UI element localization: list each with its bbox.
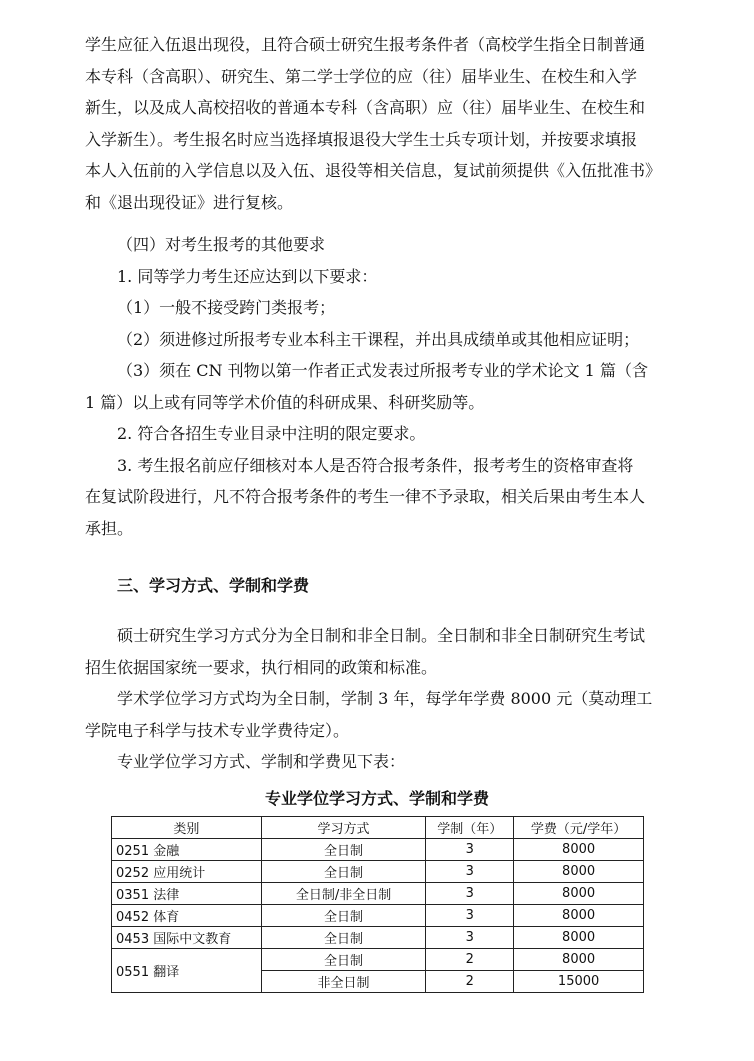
header-fee: 学费（元/学年）: [514, 817, 644, 839]
text-line: 新生，以及成人高校招收的普通本专科（含高职）应（往）届毕业生、在校生和: [85, 98, 646, 117]
section-study-mode: [85, 570, 669, 602]
cell-fee: 8000: [514, 949, 644, 971]
section-other-requirements: [85, 229, 669, 544]
cell-mode: 全日制: [261, 949, 426, 971]
requirement-item-cont: 在复试阶段进行，凡不符合报考条件的考生一律不予录取，相关后果由考生本人: [85, 487, 646, 506]
table-row: [112, 839, 644, 861]
requirement-subitem: （1）一般不接受跨门类报考；: [117, 298, 336, 317]
cell-category: 0452 体育: [112, 905, 262, 927]
header-years: 学制（年）: [426, 817, 514, 839]
text-line: 和《退出现役证》进行复核。: [85, 192, 294, 212]
cell-mode: 非全日制: [261, 971, 426, 993]
cell-years: 2: [426, 949, 514, 971]
header-mode: 学习方式: [261, 817, 426, 839]
cell-fee: 8000: [514, 905, 644, 927]
table-row: [112, 905, 644, 927]
cell-fee: 8000: [514, 839, 644, 861]
cell-years: 3: [426, 927, 514, 949]
cell-category: 0251 金融: [112, 839, 262, 861]
cell-category: 0351 法律: [112, 883, 262, 905]
cell-category: 0551 翻译: [112, 949, 262, 993]
requirement-item: 1. 同等学力考生还应达到以下要求：: [117, 266, 378, 286]
text-line: 专业学位学习方式、学制和学费见下表：: [117, 752, 406, 771]
requirement-item: 2. 符合各招生专业目录中注明的限定要求。: [117, 424, 426, 443]
text-line: 本人入伍前的入学信息以及入伍、退役等相关信息，复试前须提供《入伍批准书》: [85, 161, 662, 180]
requirement-subitem: （2）须进修过所报考专业本科主干课程，并出具成绩单或其他相应证明；: [117, 329, 640, 349]
fee-table: [111, 816, 644, 993]
cell-years: 3: [426, 883, 514, 905]
text-line: 招生依据国家统一要求，执行相同的政策和标准。: [85, 657, 438, 677]
table-row: [112, 949, 644, 971]
requirement-subitem-cont: 1 篇）以上或有同等学术价值的科研成果、科研奖励等。: [85, 392, 485, 412]
table-caption: 专业学位学习方式、学制和学费: [264, 789, 489, 808]
header-category: 类别: [112, 817, 262, 839]
table-row: [112, 927, 644, 949]
requirement-item-cont: 承担。: [85, 518, 134, 538]
intro-paragraph: [85, 29, 669, 218]
cell-years: 3: [426, 905, 514, 927]
text-line: 本专科（含高职）、研究生、第二学士学位的应（往）届毕业生、在校生和入学: [85, 66, 638, 86]
cell-years: 3: [426, 839, 514, 861]
text-line: 学生应征入伍退出现役，且符合硕士研究生报考条件者（高校学生指全日制普通: [85, 35, 646, 54]
cell-years: 3: [426, 861, 514, 883]
table-row: [112, 883, 644, 905]
cell-category: 0453 国际中文教育: [112, 927, 262, 949]
table-row: [112, 861, 644, 883]
text-line: 学术学位学习方式均为全日制，学制 3 年，每学年学费 8000 元（莫动理工: [117, 689, 653, 708]
cell-mode: 全日制: [261, 927, 426, 949]
cell-mode: 全日制: [261, 861, 426, 883]
requirement-item: 3. 考生报名前应仔细核对本人是否符合报考条件，报考考生的资格审查将: [117, 455, 634, 475]
cell-fee: 8000: [514, 927, 644, 949]
cell-fee: 15000: [514, 971, 644, 993]
cell-fee: 8000: [514, 883, 644, 905]
cell-mode: 全日制: [261, 839, 426, 861]
cell-years: 2: [426, 971, 514, 993]
text-line: 硕士研究生学习方式分为全日制和非全日制。全日制和非全日制研究生考试: [117, 626, 646, 645]
requirement-subitem: （3）须在 CN 刊物以第一作者正式发表过所报考专业的学术论文 1 篇（含: [117, 361, 648, 380]
table-header-row: [112, 817, 644, 839]
cell-mode: 全日制: [261, 905, 426, 927]
cell-mode: 全日制/非全日制: [261, 883, 426, 905]
cell-category: 0252 应用统计: [112, 861, 262, 883]
cell-fee: 8000: [514, 861, 644, 883]
text-line: 入学新生）。考生报名时应当选择填报退役大学生士兵专项计划，并按要求填报: [85, 129, 638, 149]
section-study-mode-body: [85, 620, 669, 778]
section-heading: 三、学习方式、学制和学费: [117, 576, 310, 595]
section-heading: （四）对考生报考的其他要求: [117, 235, 326, 254]
text-line: 学院电子科学与技术专业学费待定）。: [85, 720, 350, 740]
